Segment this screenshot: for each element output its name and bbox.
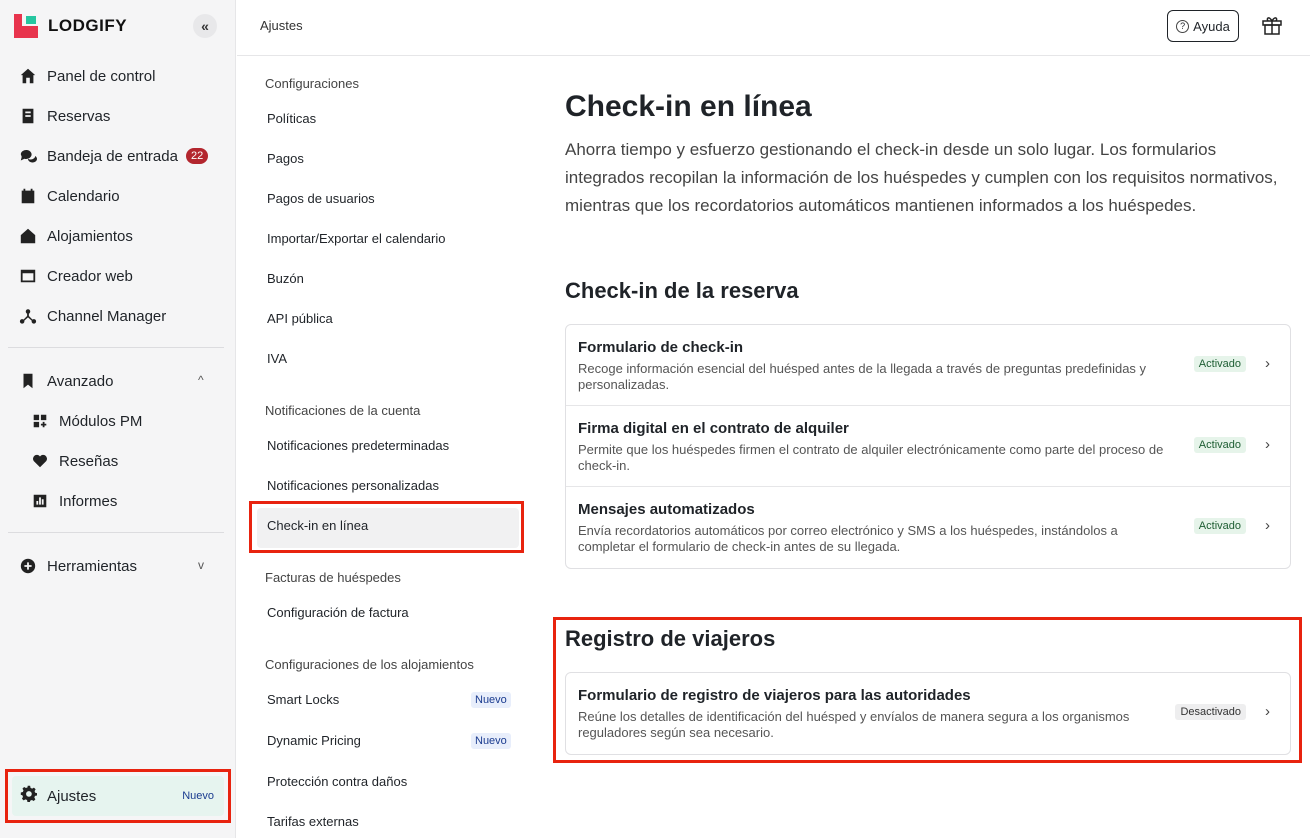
browser-icon [18,266,38,286]
page-title: Check-in en línea [565,90,812,123]
sidebar-item-label: Informes [59,492,118,510]
card-description: Permite que los huéspedes firmen el contrato de alquiler electrónicamente como parte del proceso de check-in. [578,442,1164,473]
sidebar-item-pm-modules[interactable] [30,410,142,432]
divider [8,347,224,348]
gift-icon[interactable] [1261,14,1283,36]
new-badge: Nuevo [471,692,511,708]
sidebar-item-calendar[interactable] [18,185,120,207]
menu-section-title: Configuraciones de los alojamientos [265,657,474,672]
page-description: Ahorra tiempo y esfuerzo gestionando el check-in desde un solo lugar. Los formularios integrados recopilan la información de los huéspedes y cumplen con los requisitos normativos, mientras que los recordatorios automáticos mantienen informados a los huéspedes. [565,140,1278,215]
sidebar-item-label: Reseñas [59,452,119,470]
card-title: Formulario de check-in [578,339,744,356]
sidebar-item-label: Channel Manager [47,307,167,325]
card-description: Recoge información esencial del huésped antes de la llegada a través de preguntas predefinidas y personalizadas. [578,361,1147,392]
menu-item-external-fees[interactable]: Tarifas externas [267,814,359,829]
calendar-icon [18,186,38,206]
status-badge: Activado [1194,437,1246,453]
menu-item-default-notifications[interactable]: Notificaciones predeterminadas [267,438,450,453]
menu-item-smart-locks[interactable]: Smart Locks [267,692,340,707]
sidebar-item-label: Módulos PM [59,412,143,430]
menu-item-dynamic-pricing[interactable]: Dynamic Pricing [267,733,361,748]
checkin-settings-list [565,324,1291,569]
menu-item-invoice-settings[interactable]: Configuración de factura [267,605,409,620]
help-icon: ? [1176,20,1189,33]
chevron-right-icon[interactable]: › [1265,517,1270,534]
plus-circle-icon [18,556,38,576]
sidebar-item-label: Creador web [47,267,133,285]
menu-item-damage-protection[interactable]: Protección contra daños [267,774,408,789]
sidebar-item-reports[interactable] [30,490,117,512]
menu-item-mailbox[interactable]: Buzón [267,271,304,286]
card-title: Formulario de registro de viajeros para las autoridades [578,687,971,704]
inbox-count-badge: 22 [186,148,208,164]
sidebar-item-bookings[interactable] [18,105,110,127]
sidebar-item-label: Herramientas [47,557,138,575]
automated-messages-card[interactable] [566,487,1290,568]
breadcrumb[interactable]: Ajustes [260,18,303,33]
settings-menu [237,56,537,838]
sidebar-item-tools[interactable] [18,555,137,577]
checkin-form-card[interactable] [566,325,1290,406]
menu-section-title: Notificaciones de la cuenta [265,403,421,418]
sidebar-item-label: Alojamientos [47,227,133,245]
chevron-right-icon[interactable]: › [1265,355,1270,372]
menu-item-online-checkin[interactable]: Check-in en línea [267,518,369,533]
menu-item-payments[interactable]: Pagos [267,151,304,166]
sidebar-item-advanced[interactable] [18,370,113,392]
sidebar-item-label: Calendario [47,187,120,205]
topbar [237,0,1310,56]
sidebar-item-label: Ajustes [47,787,97,805]
menu-section-title: Facturas de huéspedes [265,570,401,585]
new-badge: Nuevo [471,733,511,749]
menu-item-vat[interactable]: IVA [267,351,287,366]
status-badge: Activado [1194,518,1246,534]
card-title: Mensajes automatizados [578,501,755,518]
sidebar-item-website-builder[interactable] [18,265,133,287]
sidebar-item-label: Avanzado [47,372,114,390]
chart-icon [30,491,50,511]
collapse-sidebar-button[interactable]: « [193,14,217,38]
divider [8,532,224,533]
book-icon [18,106,38,126]
card-description: Envía recordatorios automáticos por correo electrónico y SMS a los huéspedes, instándolos a completar el formulario de check-in antes de su llegada. [578,523,1118,554]
sidebar-item-dashboard[interactable] [18,65,155,87]
chevron-right-icon[interactable]: › [1265,436,1270,453]
home-icon [18,66,38,86]
chat-icon [18,146,38,166]
menu-item-custom-notifications[interactable]: Notificaciones personalizadas [267,478,439,493]
sidebar-item-channel-manager[interactable] [18,305,166,327]
status-badge: Desactivado [1175,704,1246,720]
sidebar-item-inbox[interactable] [18,145,208,167]
help-button[interactable] [1167,10,1239,42]
menu-section-title: Configuraciones [265,76,359,91]
menu-item-calendar-sync[interactable]: Importar/Exportar el calendario [267,231,446,246]
brand[interactable] [14,14,127,38]
card-description: Reúne los detalles de identificación del huésped y envíalos de manera segura a los organismos reguladores según sea necesario. [578,709,1130,740]
sidebar-item-label: Reservas [47,107,111,125]
chevron-down-icon[interactable]: v [198,558,204,572]
house-icon [18,226,38,246]
section-title: Check-in de la reserva [565,278,799,303]
highlight-box [553,617,1302,763]
digital-signature-card[interactable] [566,406,1290,487]
chevron-right-icon[interactable]: › [1265,703,1270,720]
help-label: Ayuda [1193,18,1230,34]
sidebar-item-label: Bandeja de entrada [47,147,178,165]
chevron-up-icon[interactable]: ^ [198,373,204,387]
sidebar-item-properties[interactable] [18,225,133,247]
brand-name: LODGIFY [48,16,128,35]
card-title: Firma digital en el contrato de alquiler [578,420,849,437]
bookmark-icon [18,371,38,391]
status-badge: Activado [1194,356,1246,372]
menu-item-public-api[interactable]: API pública [267,311,333,326]
highlight-box [5,769,231,823]
modules-icon [30,411,50,431]
lodgify-logo-icon [14,14,38,38]
menu-item-user-payments[interactable]: Pagos de usuarios [267,191,375,206]
sidebar-item-label: Panel de control [47,67,156,85]
sidebar [0,0,236,838]
highlight-box [249,501,524,553]
heart-icon [30,451,50,471]
section-title: Registro de viajeros [565,626,776,651]
menu-item-policies[interactable]: Políticas [267,111,317,126]
new-badge: Nuevo [182,790,214,802]
network-icon [18,306,38,326]
sidebar-item-reviews[interactable] [30,450,118,472]
